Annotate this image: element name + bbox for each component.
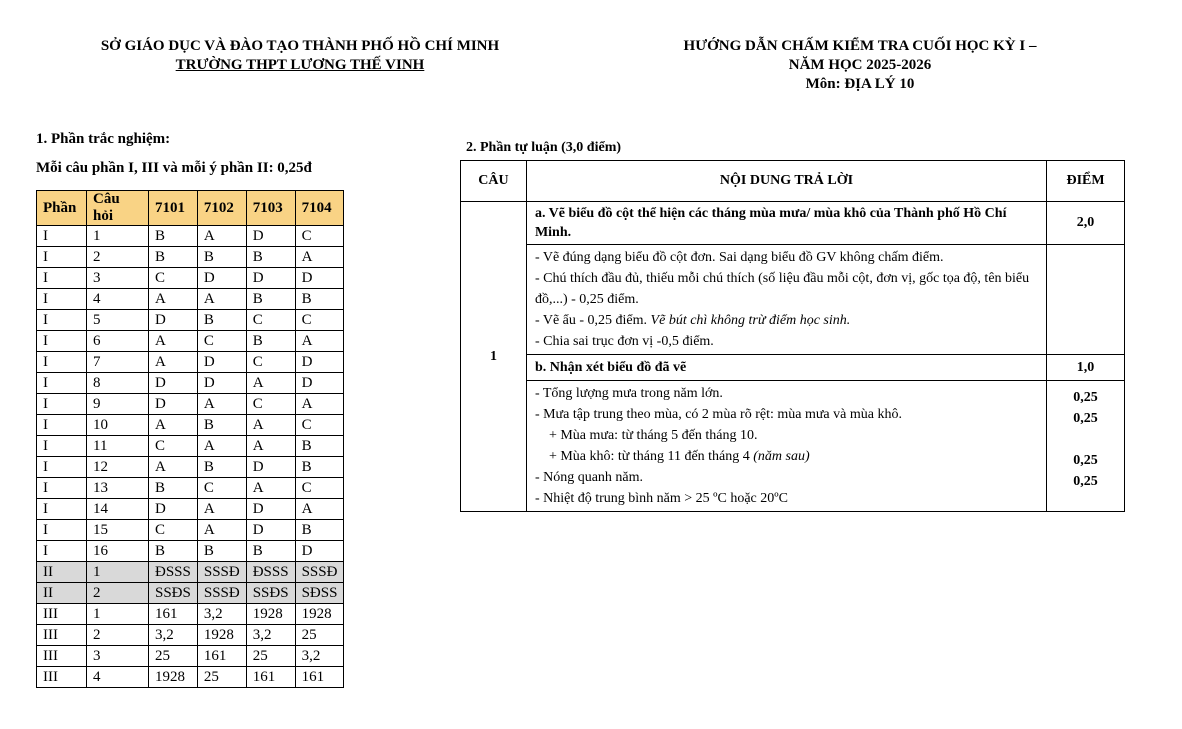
table-cell: B: [197, 541, 246, 562]
table-cell: B: [197, 247, 246, 268]
table-row: [37, 583, 344, 604]
table-cell: 25: [197, 667, 246, 688]
table-cell: 25: [149, 646, 198, 667]
part-b-score: 1,0: [1047, 355, 1125, 381]
section2-title: 2. Phần tự luận (3,0 điểm): [466, 140, 622, 155]
table-cell: D: [295, 373, 344, 394]
table-row: [37, 310, 344, 331]
table-cell: C: [295, 478, 344, 499]
table-cell: 8: [87, 373, 149, 394]
col-header-cau: CÂU: [461, 161, 527, 202]
table-cell: A: [149, 331, 198, 352]
table-cell: 4: [87, 289, 149, 310]
section1-subtitle: Mỗi câu phần I, III và mỗi ý phần II: 0,25đ: [36, 160, 312, 176]
table-cell: 3,2: [246, 625, 295, 646]
col-header-diem: ĐIỂM: [1047, 161, 1125, 202]
table-cell: 1928: [295, 604, 344, 625]
score-b-3: 0,25: [1073, 453, 1098, 468]
subject: Môn: ĐỊA LÝ 10: [805, 76, 915, 92]
table-row: [37, 667, 344, 688]
table-cell: 12: [87, 457, 149, 478]
part-a-line-4: - Chia sai trục đơn vị -0,5 điểm.: [534, 334, 714, 349]
part-b-criteria-row: [461, 381, 1125, 512]
table-cell: B: [197, 415, 246, 436]
table-row: [37, 247, 344, 268]
col-header-cau-hoi: Câu hỏi: [87, 191, 149, 226]
table-cell: 5: [87, 310, 149, 331]
table-row: [37, 394, 344, 415]
table-cell: I: [37, 415, 87, 436]
table-cell: I: [37, 436, 87, 457]
table-cell: 3: [87, 268, 149, 289]
department-name: SỞ GIÁO DỤC VÀ ĐÀO TẠO THÀNH PHỐ HỒ CHÍ MINH: [100, 38, 500, 54]
table-cell: A: [197, 436, 246, 457]
part-b-heading-row: [461, 355, 1125, 381]
table-cell: III: [37, 625, 87, 646]
table-cell: A: [295, 247, 344, 268]
table-cell: 2: [87, 625, 149, 646]
part-a-heading-row: [461, 202, 1125, 245]
table-cell: B: [149, 478, 198, 499]
table-cell: D: [149, 310, 198, 331]
table-cell: B: [246, 541, 295, 562]
table-cell: 161: [295, 667, 344, 688]
table-cell: A: [149, 289, 198, 310]
table-cell: I: [37, 247, 87, 268]
table-cell: C: [149, 268, 198, 289]
table-cell: I: [37, 352, 87, 373]
table-cell: C: [149, 520, 198, 541]
table-cell: B: [295, 289, 344, 310]
table-cell: D: [149, 499, 198, 520]
col-header-phan: Phần: [37, 191, 87, 226]
table-cell: 11: [87, 436, 149, 457]
col-header-7103: 7103: [246, 191, 295, 226]
part-b-line-4: + Mùa khô: từ tháng 11 đến tháng 4 (năm sau): [548, 449, 810, 464]
table-row: [37, 415, 344, 436]
part-b-line-6: - Nhiệt độ trung bình năm > 25 ºC hoặc 20ºC: [534, 491, 788, 506]
table-cell: I: [37, 457, 87, 478]
table-cell: 161: [197, 646, 246, 667]
table-cell: D: [197, 268, 246, 289]
col-header-7104: 7104: [295, 191, 344, 226]
table-cell: D: [246, 268, 295, 289]
part-b-criteria-scores: [1047, 381, 1125, 512]
table-cell: B: [149, 226, 198, 247]
table-row: [37, 625, 344, 646]
table-cell: A: [197, 394, 246, 415]
table-cell: 25: [246, 646, 295, 667]
table-cell: I: [37, 226, 87, 247]
table-row: [37, 226, 344, 247]
score-b-4: 0,25: [1073, 474, 1098, 489]
table-cell: I: [37, 373, 87, 394]
table-cell: 25: [295, 625, 344, 646]
table-cell: C: [149, 436, 198, 457]
table-cell: I: [37, 541, 87, 562]
part-a-criteria-row: [461, 245, 1125, 355]
answer-key-body: [37, 226, 344, 688]
table-row: [37, 457, 344, 478]
table-cell: D: [149, 373, 198, 394]
part-a-line-2: - Chú thích đầu đủ, thiếu mỗi chú thích (số liệu đầu mỗi cột, đơn vị, gốc tọa độ, tên biểu đồ,...) - 0,25 điểm.: [534, 271, 1030, 307]
table-cell: SSSĐ: [197, 562, 246, 583]
col-header-noi-dung: NỘI DUNG TRẢ LỜI: [526, 161, 1046, 202]
table-cell: 2: [87, 247, 149, 268]
table-cell: SSSĐ: [197, 583, 246, 604]
table-row: [37, 541, 344, 562]
table-cell: 3,2: [149, 625, 198, 646]
exam-header: [610, 37, 1110, 94]
table-cell: 4: [87, 667, 149, 688]
part-a-criteria-score: [1047, 245, 1125, 355]
table-cell: A: [149, 457, 198, 478]
table-cell: I: [37, 331, 87, 352]
table-cell: 7: [87, 352, 149, 373]
table-cell: D: [246, 499, 295, 520]
table-cell: A: [295, 499, 344, 520]
table-cell: 1: [87, 226, 149, 247]
score-b-1: 0,25: [1073, 390, 1098, 405]
table-cell: III: [37, 667, 87, 688]
table-cell: SSĐS: [149, 583, 198, 604]
part-b-criteria: [526, 381, 1046, 512]
table-cell: 3: [87, 646, 149, 667]
score-b-2: 0,25: [1073, 411, 1098, 426]
table-cell: C: [295, 310, 344, 331]
table-cell: D: [197, 373, 246, 394]
table-cell: C: [197, 331, 246, 352]
table-cell: 1: [87, 562, 149, 583]
table-cell: 1928: [197, 625, 246, 646]
part-a-line-3: - Vẽ ẩu - 0,25 điểm. Vẽ bút chì không trừ điểm học sinh.: [534, 313, 851, 328]
table-cell: I: [37, 310, 87, 331]
table-cell: D: [295, 352, 344, 373]
col-header-7102: 7102: [197, 191, 246, 226]
table-cell: 161: [149, 604, 198, 625]
table-row: [37, 373, 344, 394]
table-cell: 3,2: [295, 646, 344, 667]
table-cell: A: [246, 415, 295, 436]
table-cell: I: [37, 499, 87, 520]
table-cell: C: [246, 394, 295, 415]
table-cell: A: [246, 373, 295, 394]
table-cell: B: [295, 457, 344, 478]
table-cell: 161: [246, 667, 295, 688]
table-cell: B: [295, 436, 344, 457]
table-cell: SĐSS: [295, 583, 344, 604]
table-cell: A: [197, 289, 246, 310]
table-cell: D: [295, 541, 344, 562]
table-row: [37, 268, 344, 289]
table-cell: 14: [87, 499, 149, 520]
part-b-heading: b. Nhận xét biểu đồ đã vẽ: [526, 355, 1046, 381]
table-cell: A: [149, 352, 198, 373]
table-cell: 1928: [149, 667, 198, 688]
table-cell: 10: [87, 415, 149, 436]
table-cell: A: [197, 520, 246, 541]
table-cell: 6: [87, 331, 149, 352]
table-cell: II: [37, 583, 87, 604]
school-year: NĂM HỌC 2025-2026: [788, 57, 932, 73]
table-cell: 15: [87, 520, 149, 541]
table-cell: D: [295, 268, 344, 289]
table-cell: 9: [87, 394, 149, 415]
table-cell: B: [246, 247, 295, 268]
table-cell: C: [246, 310, 295, 331]
table-cell: B: [149, 247, 198, 268]
table-row: [37, 436, 344, 457]
table-cell: SSĐS: [246, 583, 295, 604]
table-cell: D: [246, 520, 295, 541]
table-cell: 1: [87, 604, 149, 625]
table-cell: B: [246, 331, 295, 352]
essay-header-row: [461, 161, 1125, 202]
section1-title: 1. Phần trắc nghiệm:: [36, 131, 171, 147]
part-a-line-1: - Vẽ đúng dạng biểu đồ cột đơn. Sai dạng biểu đồ GV không chấm điểm.: [534, 250, 944, 265]
table-cell: A: [197, 499, 246, 520]
table-row: [37, 289, 344, 310]
cau-number: 1: [461, 202, 527, 512]
answer-key-table: [36, 190, 344, 688]
table-cell: I: [37, 478, 87, 499]
answer-key-header-row: [37, 191, 344, 226]
table-cell: I: [37, 289, 87, 310]
table-cell: A: [295, 331, 344, 352]
table-cell: D: [246, 226, 295, 247]
table-cell: B: [246, 289, 295, 310]
table-cell: B: [197, 310, 246, 331]
part-a-heading: a. Vẽ biểu đồ cột thể hiện các tháng mùa mưa/ mùa khô của Thành phố Hồ Chí Minh.: [526, 202, 1046, 245]
school-name: TRƯỜNG THPT LƯƠNG THẾ VINH: [175, 57, 425, 73]
table-cell: 16: [87, 541, 149, 562]
table-cell: B: [149, 541, 198, 562]
table-cell: A: [246, 436, 295, 457]
table-cell: II: [37, 562, 87, 583]
table-cell: B: [197, 457, 246, 478]
part-b-line-3: + Mùa mưa: từ tháng 5 đến tháng 10.: [548, 428, 758, 443]
exam-title: HƯỚNG DẪN CHẤM KIỂM TRA CUỐI HỌC KỲ I –: [683, 38, 1037, 54]
table-cell: SSSĐ: [295, 562, 344, 583]
col-header-7101: 7101: [149, 191, 198, 226]
table-cell: 1928: [246, 604, 295, 625]
table-row: [37, 604, 344, 625]
table-cell: D: [149, 394, 198, 415]
table-row: [37, 562, 344, 583]
school-header: [40, 37, 560, 75]
table-row: [37, 352, 344, 373]
table-cell: C: [295, 226, 344, 247]
table-cell: C: [246, 352, 295, 373]
table-cell: 2: [87, 583, 149, 604]
table-cell: ĐSSS: [149, 562, 198, 583]
part-a-score: 2,0: [1047, 202, 1125, 245]
table-cell: ĐSSS: [246, 562, 295, 583]
table-cell: 3,2: [197, 604, 246, 625]
table-row: [37, 478, 344, 499]
table-cell: C: [197, 478, 246, 499]
table-row: [37, 646, 344, 667]
part-a-criteria: [526, 245, 1046, 355]
table-row: [37, 331, 344, 352]
table-row: [37, 520, 344, 541]
table-cell: I: [37, 268, 87, 289]
table-cell: C: [295, 415, 344, 436]
table-cell: A: [149, 415, 198, 436]
part-b-line-2: - Mưa tập trung theo mùa, có 2 mùa rõ rệt: mùa mưa và mùa khô.: [534, 407, 902, 422]
table-cell: D: [197, 352, 246, 373]
part-b-line-1: - Tổng lượng mưa trong năm lớn.: [534, 386, 723, 401]
table-row: [37, 499, 344, 520]
table-cell: III: [37, 646, 87, 667]
table-cell: A: [197, 226, 246, 247]
part-b-line-5: - Nóng quanh năm.: [534, 470, 644, 485]
table-cell: I: [37, 394, 87, 415]
essay-table: [460, 160, 1125, 512]
table-cell: I: [37, 520, 87, 541]
table-cell: A: [246, 478, 295, 499]
table-cell: B: [295, 520, 344, 541]
table-cell: 13: [87, 478, 149, 499]
table-cell: III: [37, 604, 87, 625]
table-cell: A: [295, 394, 344, 415]
table-cell: D: [246, 457, 295, 478]
